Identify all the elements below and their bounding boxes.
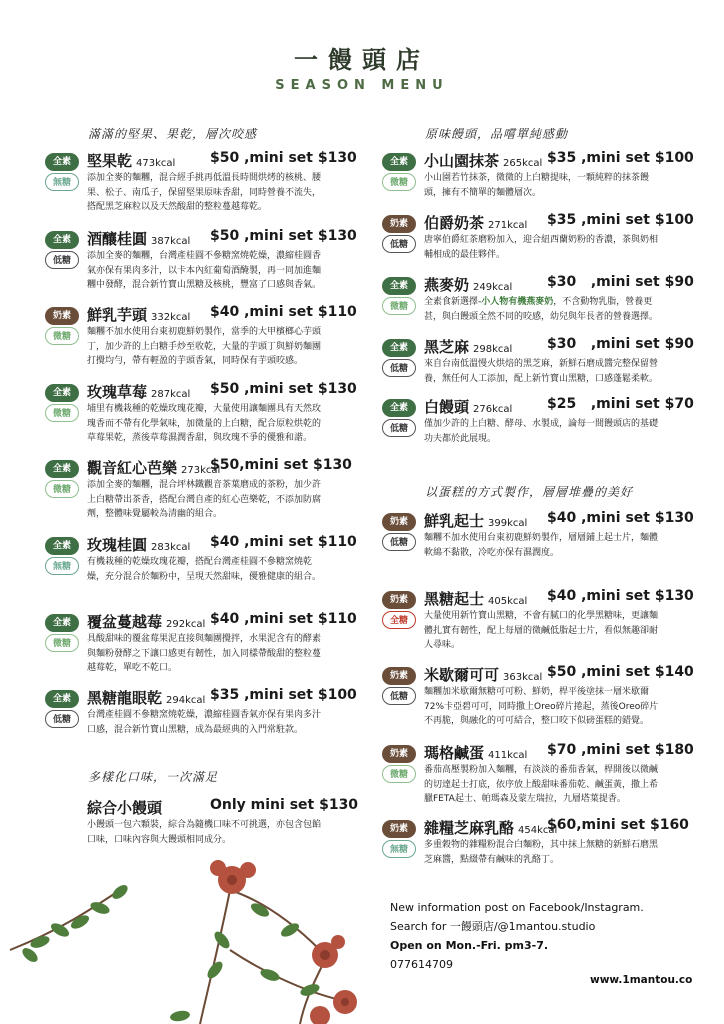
section-heading-original: 原味饅頭，品嚐單純感動: [425, 127, 569, 141]
sugar-badge: 低糖: [382, 687, 416, 705]
item-price: $40 ,mini set $110: [210, 534, 357, 550]
menu-item: [45, 150, 357, 213]
menu-item: [45, 304, 357, 367]
item-kcal: 271kcal: [488, 220, 528, 231]
item-name-text: 瑪格鹹蛋: [424, 744, 485, 762]
item-name: [424, 817, 557, 838]
diet-badge: 全素: [382, 153, 416, 171]
item-desc: 添加全麥的麵糰，台灣產桂圓不參糖窯燒乾燥，濃縮桂圓香 氣亦保有果肉多汁，以卡本內紅葡萄酒醃製，再一同加進麵 糰中發酵，混合新竹寶山黑糖及核桃，豐富了口感與香氣。: [87, 251, 322, 290]
item-name-text: 黑糖起士: [424, 590, 485, 608]
item-price: $50 ,mini set $130: [210, 228, 357, 244]
item-desc: 唐寧伯爵紅茶磨粉加入，迎合紐西蘭奶粉的香濃，茶與奶相 輔相成的最佳夥伴。: [424, 235, 659, 260]
website-link[interactable]: www.1mantou.co: [590, 974, 693, 986]
item-name: 綜合小饅頭: [87, 799, 163, 817]
diet-badge: 全素: [45, 537, 79, 555]
item-desc: 添加全麥的麵糰，混合經手挑再低溫長時間烘烤的核桃、腰 果、松子、南瓜子，保留堅果原味香甜，同時營養不流失， 搭配黑芝麻粒以及天然酸甜的整粒蔓越莓乾。: [87, 173, 322, 212]
item-price: $50 ,mini set $140: [547, 664, 694, 680]
item-name: [424, 664, 542, 685]
menu-item: [382, 212, 694, 275]
menu-item: [382, 817, 692, 880]
item-kcal: 283kcal: [151, 542, 191, 553]
item-desc: 番茄高壓製粉加入麵糰，有淡淡的番茄香氣，桿開後以微鹹 的切達起士打底，依序放上酸甜味番茄乾、鹹蛋黃，撒上希 臘FETA起士、帕瑪森及蒙左瑞拉，九層塔葉提香。: [424, 765, 659, 804]
diet-badge: 奶素: [45, 307, 79, 325]
item-name-text: 鮮乳芋頭: [87, 306, 148, 324]
item-name: [424, 510, 527, 531]
item-name: [424, 150, 542, 171]
item-kcal: 292kcal: [166, 619, 206, 630]
item-kcal: 363kcal: [503, 672, 543, 683]
sugar-badge: 低糖: [382, 359, 416, 377]
opening-hours: Open on Mon.-Fri. pm3-7.: [390, 939, 549, 952]
item-kcal: 294kcal: [166, 695, 206, 706]
diet-badge: 奶素: [382, 513, 416, 531]
item-name-text: 伯爵奶茶: [424, 214, 485, 232]
diet-badge: 全素: [45, 384, 79, 402]
menu-item: [382, 396, 694, 459]
page-title: 一饅頭店: [294, 45, 430, 74]
item-desc: 麵糰不加水使用台東初鹿鮮奶製作，當季的大甲檳榔心芋頭 丁，加少許的上白糖手炒至收乾，大量的芋頭丁與鮮奶麵團 打攪均勻，帶有輕盈的芋頭香氣，同時保有芋頭咬感。: [87, 327, 322, 366]
menu-item: [382, 336, 694, 399]
item-desc: 有機栽種的乾燥玫瑰花瓣，搭配台灣產桂圓不參糖窯燒乾 燥，充分混合於麵粉中，呈現天然甜味，優雅健康的組合。: [87, 557, 322, 582]
sugar-badge: 微糖: [382, 765, 416, 783]
menu-item: [382, 742, 694, 805]
item-desc: 大量使用新竹寶山黑糖，不會有膩口的化學黑糖味，更讓麵 體扎實有韌性，配上每層的微鹹低脂起士片，看似無趣卻耐 人尋味。: [424, 611, 659, 650]
menu-item: [382, 150, 694, 213]
item-kcal: 332kcal: [151, 312, 191, 323]
item-name: [424, 212, 527, 233]
diet-badge: 全素: [382, 277, 416, 295]
item-desc: 僅加少許的上白糖、酵母、水製成，論每一間饅頭店的基礎 功夫都於此展現。: [424, 419, 659, 444]
item-name-text: 酒釀桂圓: [87, 230, 148, 248]
item-name-text: 覆盆蔓越莓: [87, 613, 163, 631]
diet-badge: 奶素: [382, 591, 416, 609]
item-price: $50,mini set $130: [210, 457, 352, 473]
item-desc: 小饅頭一包六顆裝，綜合為隨機口味不可挑選，亦包含包餡 口味，口味內容與大饅頭相同成分。: [87, 820, 322, 845]
item-price: $25 ,mini set $70: [547, 396, 694, 412]
item-price: $30 ,mini set $90: [547, 336, 694, 352]
item-desc: 全素食新選擇-小人物有機燕麥奶，不含動物乳脂，營養更 甚，與白饅頭全然不同的咬感，幼兒與年長者的營養選擇。: [424, 297, 659, 322]
item-price: $60,mini set $160: [547, 817, 689, 833]
item-kcal: 249kcal: [473, 282, 513, 293]
item-kcal: 387kcal: [151, 236, 191, 247]
item-name-text: 黑芝麻: [424, 338, 470, 356]
item-kcal: 298kcal: [473, 344, 513, 355]
phone-number: 077614709: [390, 958, 453, 971]
item-price: Only mini set $130: [210, 797, 359, 813]
item-name-text: 黑糖龍眼乾: [87, 689, 163, 707]
diet-badge: 全素: [382, 399, 416, 417]
item-price: $35 ,mini set $100: [547, 150, 694, 166]
sugar-badge: 微糖: [382, 297, 416, 315]
menu-item: [45, 228, 357, 291]
item-kcal: 473kcal: [136, 158, 176, 169]
item-name: [424, 588, 527, 609]
item-price: $40 ,mini set $130: [547, 510, 694, 526]
section-heading-cheese: 以蛋糕的方式製作，層層堆疊的美好: [425, 485, 634, 499]
menu-item: [45, 381, 357, 444]
item-desc: 多重穀物的雜糧粉混合白麵粉，其中抹上無糖的新鮮石磨黑 芝麻醬，點綴帶有鹹味的乳酪丁。: [424, 840, 659, 865]
menu-item: [382, 664, 694, 727]
diet-badge: 全素: [45, 231, 79, 249]
item-price: $40 ,mini set $110: [210, 304, 357, 320]
item-desc: 小山園若竹抹茶，微微的上白糖提味，一顆純粹的抹茶饅 頭，擁有不簡單的麵體層次。: [424, 173, 650, 198]
item-name-text: 雜糧芝麻乳酪: [424, 819, 515, 837]
item-name: [424, 336, 512, 357]
plant-illustration: [0, 830, 380, 1024]
item-name: [87, 611, 205, 632]
item-name-text: 堅果乾: [87, 152, 133, 170]
sugar-badge: 微糖: [45, 404, 79, 422]
page-subtitle: SEASON MENU: [275, 78, 449, 93]
diet-badge: 奶素: [382, 215, 416, 233]
diet-badge: 全素: [45, 614, 79, 632]
sugar-badge: 低糖: [382, 235, 416, 253]
item-kcal: 287kcal: [151, 389, 191, 400]
item-name: [87, 534, 190, 555]
section-heading-combo: 多樣化口味，一次滿足: [88, 770, 219, 784]
item-name: [87, 381, 190, 402]
section-heading-nuts: 滿滿的堅果、果乾，層次咬感: [88, 127, 258, 141]
item-desc: 來自台南低溫慢火烘焙的黑芝麻，新鮮石磨成醬完整保留營 養，無任何人工添加，配上新竹寶山黑糖，口感蓬鬆柔軟。: [424, 359, 659, 384]
item-name: [87, 228, 190, 249]
item-name-text: 米歇爾可可: [424, 666, 500, 684]
item-name-text: 玫瑰桂圓: [87, 536, 148, 554]
item-kcal: 405kcal: [488, 596, 528, 607]
sugar-badge: 無糖: [382, 840, 416, 858]
item-desc: 麵糰加米歇爾無糖可可粉、鮮奶，桿平後塗抹一層米歇爾 72%卡亞碧可可，同時撒上Oreo碎片捲起，蒸後Oreo碎片 不再脆，與融化的可可結合，整口咬下似磅蛋糕的錯覺。: [424, 687, 659, 726]
menu-item: [45, 534, 357, 597]
menu-item: [45, 611, 357, 674]
item-desc: 具酸甜味的覆盆莓果泥直接與麵團攪拌，水果泥含有的酵素 與麵粉發酵之下讓口感更有韌性，加入同樣帶酸甜的整粒蔓 越莓乾，單吃不乾口。: [87, 634, 322, 673]
item-name: [424, 396, 512, 417]
item-desc: 台灣產桂圓不參糖窯燒乾燥，濃縮桂圓香氣亦保有果肉多汁 口感，混合新竹寶山黑糖，成為最經典的入門常駐款。: [87, 710, 322, 735]
menu-item: [382, 274, 694, 337]
item-name-text: 觀音紅心芭樂: [87, 459, 178, 477]
sugar-badge: 低糖: [45, 710, 79, 728]
item-kcal: 399kcal: [488, 518, 528, 529]
diet-badge: 全素: [382, 339, 416, 357]
item-kcal: 454kcal: [518, 825, 558, 836]
item-name: [87, 150, 175, 171]
item-kcal: 276kcal: [473, 404, 513, 415]
sugar-badge: 微糖: [382, 173, 416, 191]
diet-badge: 奶素: [382, 745, 416, 763]
item-name: [424, 742, 527, 763]
item-desc: 麵糰不加水使用台東初鹿鮮奶製作，層層鋪上起士片，麵體 軟綿不黏散，冷吃亦保有濕潤度。: [424, 533, 659, 558]
diet-badge: 全素: [45, 153, 79, 171]
item-desc: 添加全麥的麵糰，混合坪林鐵觀音茶葉磨成的茶粉，加少許 上白糖帶出茶香，搭配台灣自產的紅心芭樂乾，不添加防腐 劑，整體味覺屬較為清幽的組合。: [87, 480, 322, 519]
item-price: $50 ,mini set $130: [210, 381, 357, 397]
item-price: $50 ,mini set $130: [210, 150, 357, 166]
item-name-text: 燕麥奶: [424, 276, 470, 294]
diet-badge: 奶素: [382, 667, 416, 685]
menu-item: [382, 588, 694, 651]
diet-badge: 全素: [45, 460, 79, 478]
item-name: [87, 687, 205, 708]
sugar-badge: 微糖: [45, 480, 79, 498]
item-name-text: 鮮乳起士: [424, 512, 485, 530]
item-price: $35 ,mini set $100: [547, 212, 694, 228]
item-price: $40 ,mini set $130: [547, 588, 694, 604]
sugar-badge: 低糖: [382, 533, 416, 551]
sugar-badge: 低糖: [382, 419, 416, 437]
item-name-text: 白饅頭: [424, 398, 470, 416]
sugar-badge: 全糖: [382, 611, 416, 629]
item-name-text: 玫瑰草莓: [87, 383, 148, 401]
footer-line: Search for 一饅頭店/@1mantou.studio: [390, 920, 596, 933]
menu-item: [45, 687, 357, 750]
footer-line: New information post on Facebook/Instagram.: [390, 901, 644, 914]
item-price: $70 ,mini set $180: [547, 742, 694, 758]
sugar-badge: 微糖: [45, 327, 79, 345]
sugar-badge: 無糖: [45, 557, 79, 575]
item-price: $30 ,mini set $90: [547, 274, 694, 290]
item-price: $40 ,mini set $110: [210, 611, 357, 627]
diet-badge: 全素: [45, 690, 79, 708]
item-price: $35 ,mini set $100: [210, 687, 357, 703]
item-name-text: 小山園抹茶: [424, 152, 500, 170]
item-name: [424, 274, 512, 295]
sugar-badge: 無糖: [45, 173, 79, 191]
menu-item: [382, 510, 694, 573]
sugar-badge: 低糖: [45, 251, 79, 269]
sugar-badge: 微糖: [45, 634, 79, 652]
menu-item: [45, 457, 355, 520]
item-desc: 埔里有機栽種的乾燥玫瑰花瓣，大量使用讓麵團具有天然玫 瑰香而不帶有化學氣味，加微量的上白糖，配合原粒烘乾的 草莓果乾，蒸後草莓濕潤香甜，與玫瑰不爭的優雅和諧。: [87, 404, 322, 443]
diet-badge: 奶素: [382, 820, 416, 838]
footer-info: [390, 898, 644, 974]
item-kcal: 411kcal: [488, 750, 528, 761]
item-kcal: 265kcal: [503, 158, 543, 169]
item-name: [87, 304, 190, 325]
item-kcal: 273kcal: [181, 465, 221, 476]
item-name: [87, 457, 220, 478]
